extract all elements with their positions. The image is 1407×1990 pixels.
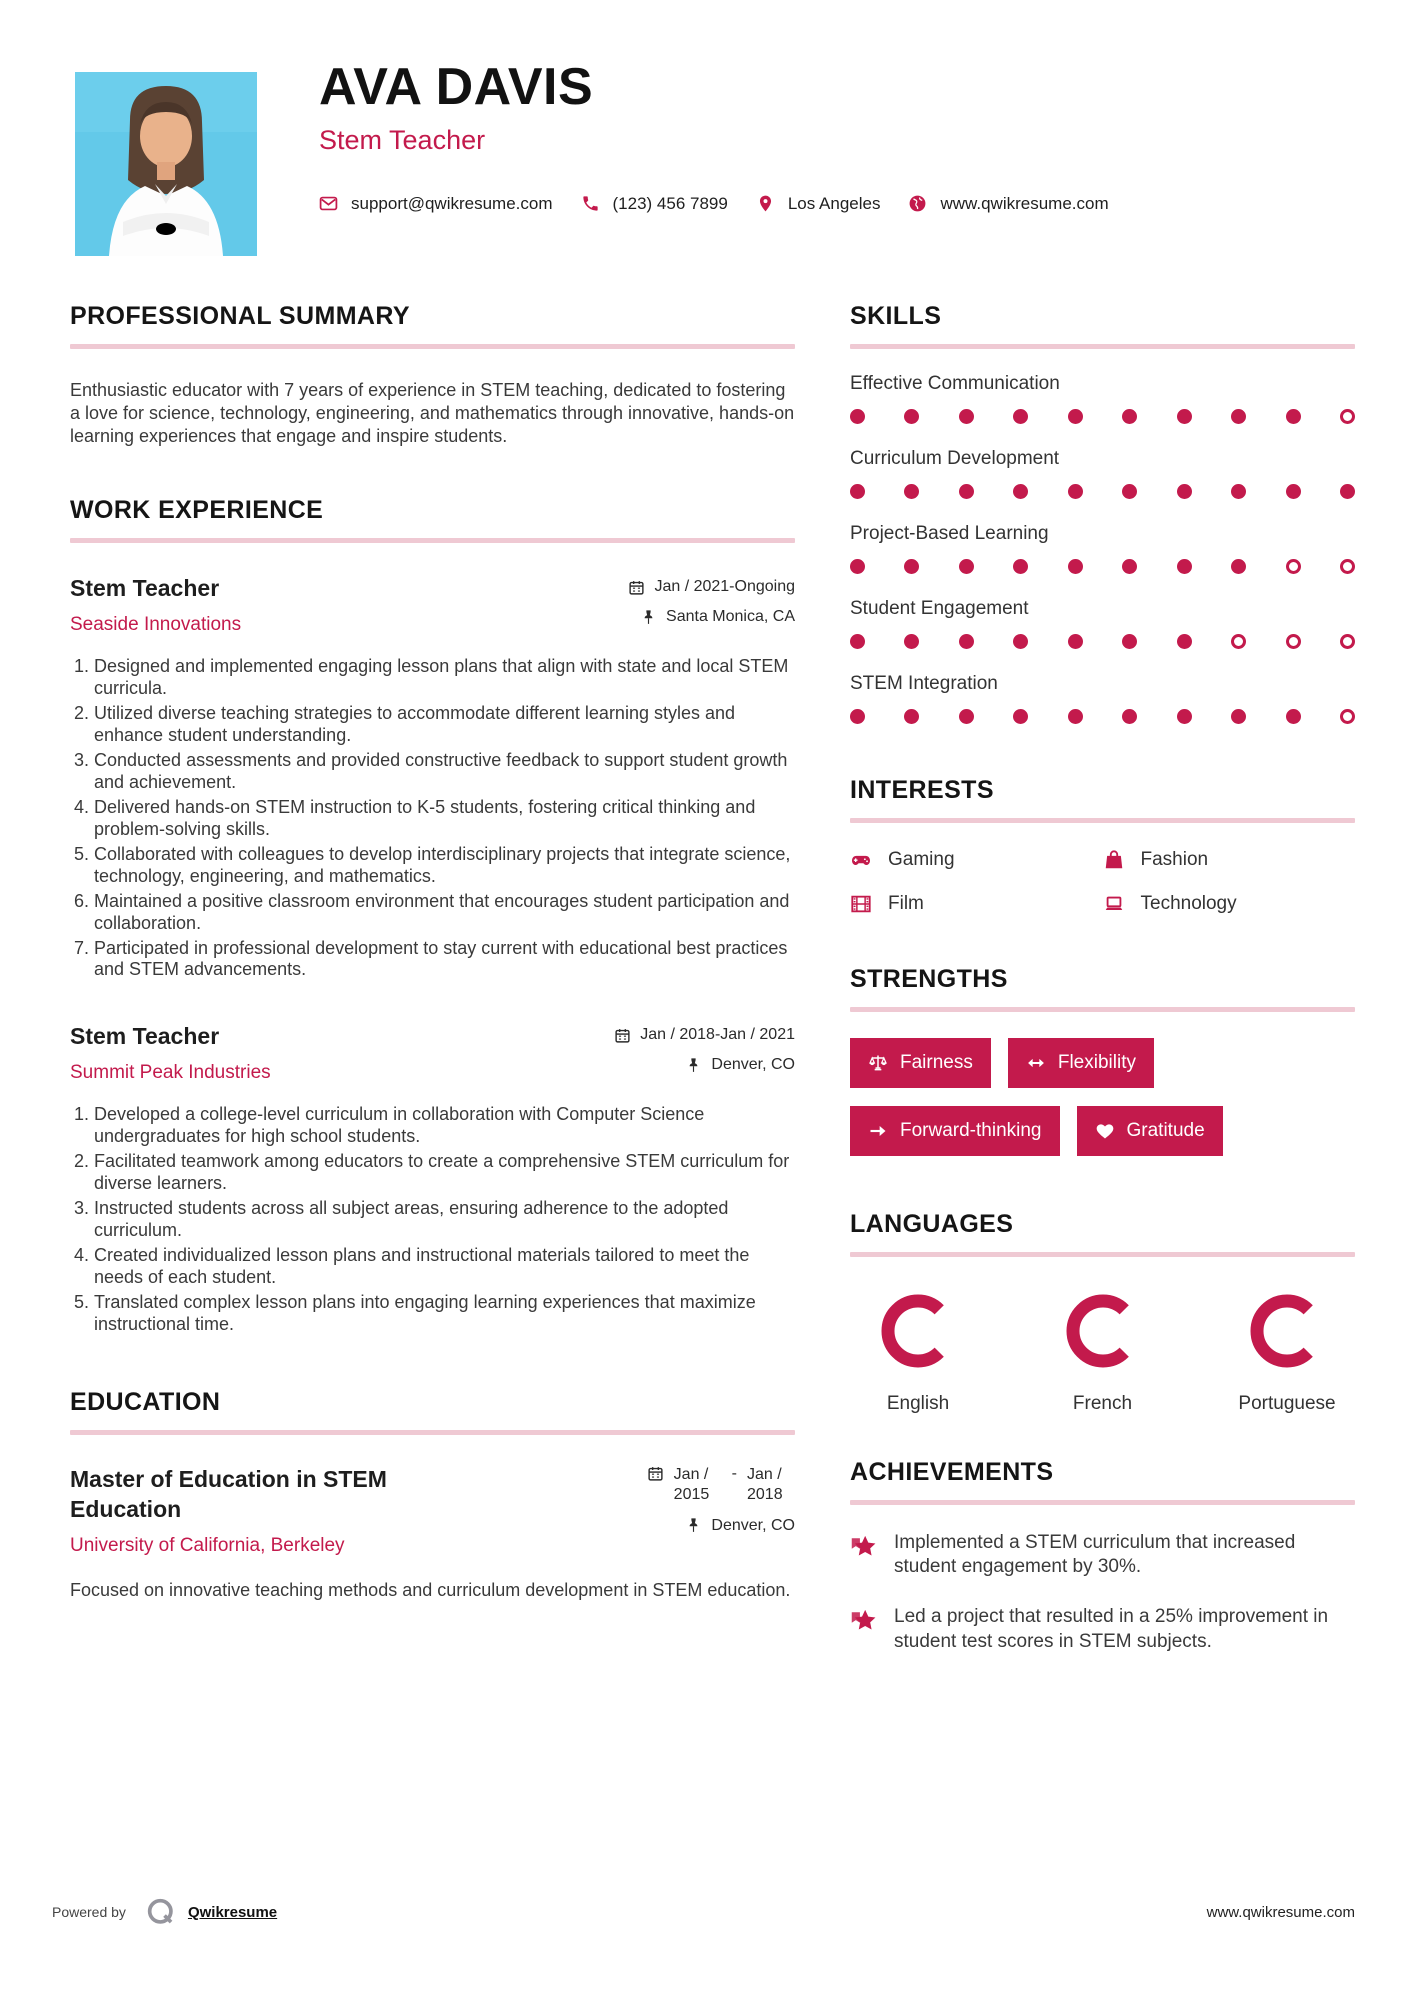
language-item: [1227, 1291, 1347, 1416]
skill-dot: [1177, 709, 1192, 724]
skill-rating: [850, 709, 1355, 724]
heading-rule: [850, 1252, 1355, 1257]
education-section: [70, 1388, 795, 1602]
person-name: AVA DAVIS: [319, 58, 594, 116]
strength-label: Gratitude: [1126, 1120, 1205, 1141]
award-star-icon: [850, 1533, 878, 1561]
language-item: [858, 1291, 978, 1416]
skill-dot: [850, 559, 865, 574]
skill-rating: [850, 634, 1355, 649]
languages-section: [850, 1210, 1355, 1416]
contact-phone[interactable]: [581, 194, 728, 214]
heading-rule: [850, 344, 1355, 349]
job-bullet-list: [70, 656, 795, 981]
job-bullet: 4. Delivered hands-on STEM instruction to K-5 students, fostering critical thinking and problem-solving skills.: [94, 797, 795, 841]
job-location: Denver, CO: [711, 1056, 795, 1074]
skill-item: [850, 523, 1355, 574]
job-company: Seaside Innovations: [70, 614, 242, 636]
education-location-row: [647, 1517, 795, 1535]
skill-dot: [1286, 559, 1301, 574]
skills-heading: SKILLS: [850, 302, 942, 330]
education-meta: [647, 1465, 795, 1557]
skill-dot: [1177, 409, 1192, 424]
education-date-row: [647, 1465, 795, 1505]
skill-dot: [904, 484, 919, 499]
skill-dot: [1286, 409, 1301, 424]
job-location-row: [614, 1056, 795, 1074]
skill-dot: [1231, 484, 1246, 499]
job-title-block: [70, 1023, 271, 1084]
job-date: Jan / 2021-Ongoing: [654, 578, 795, 596]
skill-item: [850, 598, 1355, 649]
skill-dot: [959, 409, 974, 424]
language-ring-svg: [1063, 1291, 1143, 1371]
skill-dot: [1122, 559, 1137, 574]
interest-label: Technology: [1140, 893, 1237, 914]
strength-badge: [1077, 1106, 1223, 1156]
skill-dot: [1013, 634, 1028, 649]
achievement-text: Implemented a STEM curriculum that increased student engagement by 30%.: [894, 1531, 1296, 1578]
scales-icon: [868, 1053, 888, 1073]
language-ring-svg: [878, 1291, 958, 1371]
skill-dot: [1340, 409, 1355, 424]
phone-icon: [581, 194, 600, 213]
calendar-icon: [614, 1027, 631, 1044]
job-bullet: 2. Facilitated teamwork among educators to create a comprehensive STEM curriculum for diverse learners.: [94, 1151, 795, 1195]
person-job-title: Stem Teacher: [319, 124, 486, 155]
pushpin-icon: [685, 1517, 702, 1534]
work-heading: WORK EXPERIENCE: [70, 496, 324, 525]
education-header: [70, 1465, 795, 1557]
strengths-section: [850, 965, 1355, 1174]
skill-dot: [904, 409, 919, 424]
right-arrow-icon: [868, 1121, 888, 1141]
skill-dot: [1068, 409, 1083, 424]
language-progress-ring: [1063, 1291, 1143, 1376]
skill-dot: [1286, 709, 1301, 724]
strengths-heading: STRENGTHS: [850, 965, 1008, 993]
profile-photo: [75, 72, 257, 256]
skill-dot: [850, 484, 865, 499]
summary-heading: PROFESSIONAL SUMMARY: [70, 302, 410, 330]
skill-dot: [1013, 709, 1028, 724]
job-header: [70, 575, 795, 636]
achievement-text: Led a project that resulted in a 25% improvement in student test scores in STEM subjects.: [894, 1606, 1329, 1652]
heading-rule: [850, 1007, 1355, 1012]
skill-dot: [850, 634, 865, 649]
skill-rating: [850, 409, 1355, 424]
skill-dot: [1122, 709, 1137, 724]
contact-phone-text: (123) 456 7899: [612, 193, 728, 213]
skill-name: STEM Integration: [850, 673, 998, 694]
left-right-arrow-icon: [1026, 1053, 1046, 1073]
job-bullet: 1. Designed and implemented engaging lesson plans that align with state and local STEM curricula.: [94, 656, 795, 700]
languages-heading: LANGUAGES: [850, 1210, 1014, 1238]
skill-dot: [1231, 559, 1246, 574]
language-progress-ring: [878, 1291, 958, 1376]
education-title-block: [70, 1465, 470, 1557]
language-name: English: [886, 1393, 950, 1414]
job-bullet: 1. Developed a college-level curriculum in collaboration with Computer Science undergraduates for high school students.: [94, 1104, 795, 1148]
summary-text: Enthusiastic educator with 7 years of experience in STEM teaching, dedicated to fostering a love for science, technology, engineering, and mathematics through innovative, hands-on learning experiences that engage and inspire students.: [70, 380, 795, 447]
skill-dot: [959, 709, 974, 724]
contact-email[interactable]: [319, 194, 553, 214]
heading-rule: [70, 1430, 795, 1435]
skill-dot: [1177, 484, 1192, 499]
left-column: [70, 302, 795, 1654]
heart-icon: [1095, 1121, 1115, 1141]
pushpin-icon: [640, 609, 657, 626]
interest-item: [1103, 849, 1356, 871]
strength-label: Fairness: [900, 1052, 973, 1073]
job-bullet-list: [70, 1104, 795, 1336]
footer-website: www.qwikresume.com: [1206, 1903, 1355, 1921]
achievement-item: [850, 1531, 1355, 1580]
contact-row: [319, 194, 1109, 214]
calendar-icon: [647, 1465, 664, 1482]
skill-dot: [1013, 409, 1028, 424]
education-location: Denver, CO: [711, 1516, 795, 1534]
skill-dot: [904, 559, 919, 574]
interest-label: Film: [888, 893, 924, 914]
job-date-row: [614, 1026, 795, 1044]
globe-icon: [908, 194, 927, 213]
job-title-block: [70, 575, 241, 636]
job-title: Stem Teacher: [70, 575, 220, 602]
interests-heading: INTERESTS: [850, 776, 994, 804]
job-entry: [70, 1023, 795, 1336]
heading-rule: [850, 818, 1355, 823]
job-date-row: [628, 578, 795, 596]
content-columns: [70, 302, 1355, 1654]
job-company: Summit Peak Industries: [70, 1062, 271, 1084]
education-description: Focused on innovative teaching methods and curriculum development in STEM education.: [70, 1579, 791, 1600]
skill-rating: [850, 559, 1355, 574]
professional-summary-section: [70, 302, 795, 448]
achievements-section: [850, 1458, 1355, 1654]
header: [70, 58, 1355, 256]
skill-rating: [850, 484, 1355, 499]
interests-grid: [850, 849, 1355, 915]
powered-by: [52, 1895, 277, 1929]
skill-dot: [1340, 634, 1355, 649]
skill-dot: [1231, 709, 1246, 724]
skill-dot: [850, 709, 865, 724]
skill-dot: [850, 409, 865, 424]
job-location: Santa Monica, CA: [666, 608, 795, 626]
job-bullet: 7. Participated in professional development to stay current with educational best practices and STEM advancements.: [94, 938, 795, 982]
education-date-end: Jan / 2018: [747, 1465, 783, 1503]
pushpin-icon: [685, 1057, 702, 1074]
skill-item: [850, 673, 1355, 724]
skill-dot: [959, 559, 974, 574]
heading-rule: [70, 344, 795, 349]
achievement-item: [850, 1605, 1355, 1654]
education-date-separator: -: [731, 1464, 737, 1482]
language-item: [1043, 1291, 1163, 1416]
skill-dot: [904, 709, 919, 724]
strength-badge: [850, 1038, 991, 1088]
job-bullet: 3. Conducted assessments and provided constructive feedback to support student growth and achievement.: [94, 750, 795, 794]
skill-dot: [1340, 484, 1355, 499]
interest-item: [1103, 893, 1356, 915]
skill-name: Student Engagement: [850, 598, 1029, 619]
interests-section: [850, 776, 1355, 915]
contact-email-text: support@qwikresume.com: [351, 193, 553, 213]
skill-dot: [1122, 484, 1137, 499]
strength-label: Forward-thinking: [900, 1120, 1042, 1141]
job-title: Stem Teacher: [70, 1023, 220, 1050]
interest-label: Fashion: [1140, 849, 1209, 870]
job-location-row: [628, 608, 795, 626]
skill-item: [850, 448, 1355, 499]
education-heading: EDUCATION: [70, 1387, 221, 1416]
skill-dot: [959, 634, 974, 649]
languages-list: [850, 1291, 1355, 1416]
right-column: [850, 302, 1355, 1654]
skill-dot: [1068, 634, 1083, 649]
skill-name: Curriculum Development: [850, 448, 1060, 469]
skill-dot: [1286, 634, 1301, 649]
job-bullet: 5. Collaborated with colleagues to develop interdisciplinary projects that integrate science, technology, engineering, and mathematics.: [94, 844, 795, 888]
achievements-heading: ACHIEVEMENTS: [850, 1457, 1054, 1486]
award-star-icon: [850, 1607, 878, 1635]
contact-location: [756, 194, 881, 214]
skills-section: [850, 302, 1355, 724]
skill-dot: [1340, 709, 1355, 724]
skill-dot: [1013, 559, 1028, 574]
job-header: [70, 1023, 795, 1084]
heading-rule: [850, 1500, 1355, 1505]
work-experience-section: [70, 496, 795, 1336]
language-progress-ring: [1247, 1291, 1327, 1376]
language-ring-svg: [1247, 1291, 1327, 1371]
contact-location-text: Los Angeles: [787, 193, 881, 213]
qwikresume-logo-icon: [144, 1895, 178, 1929]
interest-label: Gaming: [888, 849, 955, 870]
job-date: Jan / 2018-Jan / 2021: [640, 1026, 795, 1044]
skill-dot: [1340, 559, 1355, 574]
qwikresume-brand-link[interactable]: Qwikresume: [187, 1903, 278, 1921]
skill-dot: [1068, 484, 1083, 499]
language-name: French: [1072, 1393, 1133, 1414]
skill-item: [850, 373, 1355, 424]
email-icon: [319, 194, 338, 213]
laptop-icon: [1103, 893, 1125, 915]
education-school: University of California, Berkeley: [70, 1534, 345, 1556]
job-meta: [614, 1023, 795, 1074]
skill-name: Project-Based Learning: [850, 523, 1049, 544]
strength-label: Flexibility: [1057, 1052, 1136, 1073]
strength-badges: [850, 1038, 1355, 1174]
skill-dot: [959, 484, 974, 499]
education-degree: Master of Education in STEM Education: [70, 1465, 387, 1522]
education-entry: [70, 1465, 795, 1602]
education-date-start: Jan / 2015: [673, 1465, 710, 1503]
skill-name: Effective Communication: [850, 373, 1060, 394]
job-entry: [70, 575, 795, 981]
heading-rule: [70, 538, 795, 543]
footer: [52, 1895, 1355, 1929]
film-icon: [850, 893, 872, 915]
language-name: Portuguese: [1238, 1393, 1336, 1414]
skill-dot: [1068, 709, 1083, 724]
skill-dot: [1177, 559, 1192, 574]
shopping-bag-icon: [1103, 849, 1125, 871]
skill-dot: [1122, 409, 1137, 424]
strength-badge: [850, 1106, 1060, 1156]
job-bullet: 2. Utilized diverse teaching strategies to accommodate different learning styles and enhance student understanding.: [94, 703, 795, 747]
skill-dot: [1177, 634, 1192, 649]
skill-dot: [1231, 409, 1246, 424]
skill-dot: [1068, 559, 1083, 574]
gamepad-icon: [850, 849, 872, 871]
contact-website[interactable]: [908, 194, 1108, 214]
interest-item: [850, 849, 1103, 871]
skill-dot: [1122, 634, 1137, 649]
calendar-icon: [628, 579, 645, 596]
skill-dot: [1286, 484, 1301, 499]
job-bullet: 3. Instructed students across all subject areas, ensuring adherence to the adopted curriculum.: [94, 1198, 795, 1242]
job-bullet: 5. Translated complex lesson plans into engaging learning experiences that maximize instructional time.: [94, 1292, 795, 1336]
strength-badge: [1008, 1038, 1154, 1088]
skill-dot: [1231, 634, 1246, 649]
job-bullet: 6. Maintained a positive classroom environment that encourages student participation and collaboration.: [94, 891, 795, 935]
powered-by-label: Powered by: [52, 1904, 126, 1920]
interest-item: [850, 893, 1103, 915]
profile-photo-illustration: [75, 72, 257, 256]
skill-dot: [1013, 484, 1028, 499]
job-meta: [628, 575, 795, 626]
contact-website-text: www.qwikresume.com: [940, 193, 1109, 213]
location-icon: [756, 194, 775, 213]
job-bullet: 4. Created individualized lesson plans and instructional materials tailored to meet the needs of each student.: [94, 1245, 795, 1289]
header-text: [319, 58, 1109, 256]
skill-dot: [904, 634, 919, 649]
